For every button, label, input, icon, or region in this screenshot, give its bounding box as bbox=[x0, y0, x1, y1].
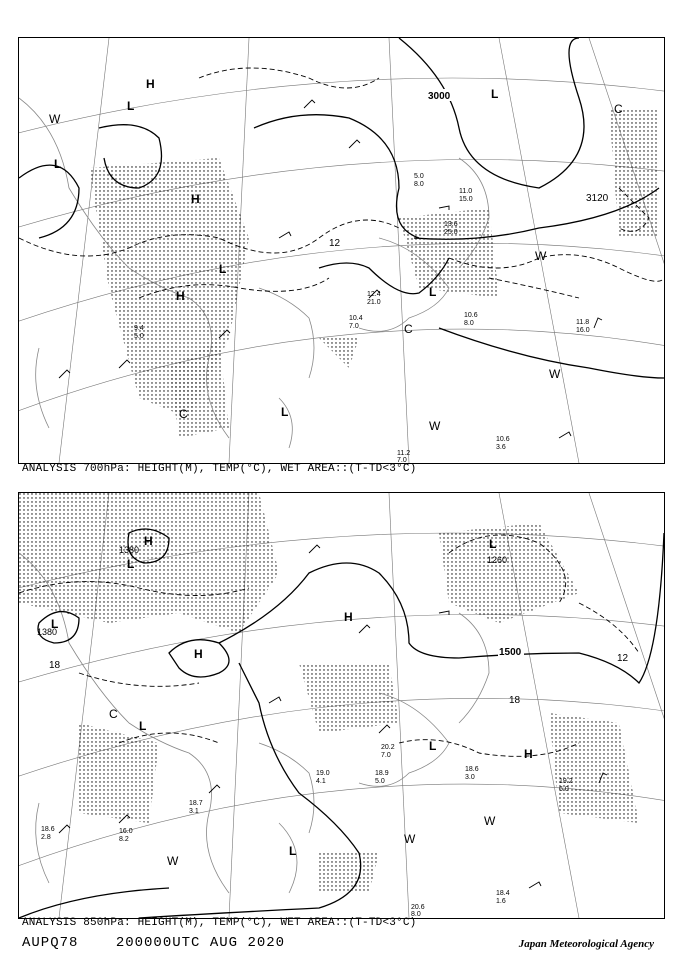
cold-marker: C bbox=[614, 102, 623, 116]
high-marker: H bbox=[344, 610, 353, 624]
high-marker: H bbox=[176, 289, 185, 303]
warm-marker: W bbox=[404, 832, 416, 846]
station-dewpoint: 3.6 bbox=[496, 444, 506, 451]
high-marker: H bbox=[524, 747, 533, 761]
station-dewpoint: 25.0 bbox=[444, 229, 458, 236]
contour-label: 18 bbox=[509, 695, 521, 706]
station-dewpoint: 3.1 bbox=[189, 808, 199, 815]
low-marker: L bbox=[289, 844, 297, 858]
panel-caption-850hpa: ANALYSIS 850hPa: HEIGHT(M), TEMP(°C), WET AREA::(T-TD<3°C) bbox=[22, 917, 417, 929]
station-dewpoint: 8.2 bbox=[119, 836, 129, 843]
contour-label: 3120 bbox=[586, 193, 609, 204]
station-dewpoint: 15.0 bbox=[459, 196, 473, 203]
chart-850hpa bbox=[19, 493, 664, 918]
contour-label: 18 bbox=[49, 660, 61, 671]
warm-marker: W bbox=[535, 249, 547, 263]
warm-marker: W bbox=[429, 419, 441, 433]
station-dewpoint: 5.0 bbox=[134, 333, 144, 340]
station-dewpoint: 2.8 bbox=[41, 834, 51, 841]
warm-marker: W bbox=[484, 814, 496, 828]
cold-marker: C bbox=[404, 322, 413, 336]
agency-credit: Japan Meteorological Agency bbox=[518, 938, 654, 950]
low-marker: L bbox=[219, 262, 227, 276]
station-temp: 20.2 bbox=[381, 744, 395, 751]
low-marker: L bbox=[281, 405, 289, 419]
contour-label: 1380 bbox=[37, 627, 58, 637]
map-panel-850hpa bbox=[18, 492, 665, 919]
station-temp: 19.2 bbox=[559, 778, 573, 785]
station-temp: 10.6 bbox=[496, 436, 510, 443]
low-marker: L bbox=[127, 99, 135, 113]
contour-label: 1260 bbox=[487, 555, 508, 565]
high-marker: H bbox=[146, 77, 155, 91]
valid-datetime: 200000UTC AUG 2020 bbox=[115, 935, 286, 951]
station-temp: 10.6 bbox=[464, 312, 478, 319]
station-temp: 12.4 bbox=[367, 291, 381, 298]
station-dewpoint: 5.0 bbox=[375, 778, 385, 785]
station-temp: 13.6 bbox=[444, 221, 458, 228]
warm-marker: W bbox=[167, 854, 179, 868]
station-temp: 18.4 bbox=[496, 890, 510, 897]
station-dewpoint: 8.0 bbox=[414, 181, 424, 188]
station-temp: 18.9 bbox=[375, 770, 389, 777]
contour-label: 12 bbox=[329, 238, 341, 249]
station-dewpoint: 7.0 bbox=[349, 323, 359, 330]
station-temp: 18.6 bbox=[465, 766, 479, 773]
contour-label: 1380 bbox=[119, 545, 140, 555]
low-marker: L bbox=[429, 739, 437, 753]
station-dewpoint: 3.0 bbox=[465, 774, 475, 781]
station-temp: 11.2 bbox=[397, 450, 411, 457]
low-marker: L bbox=[127, 557, 135, 571]
low-marker: L bbox=[139, 719, 147, 733]
station-dewpoint: 6.0 bbox=[559, 786, 569, 793]
station-dewpoint: 8.0 bbox=[464, 320, 474, 327]
chart-700hpa bbox=[19, 38, 664, 463]
warm-marker: W bbox=[49, 112, 61, 126]
station-dewpoint: 21.0 bbox=[367, 299, 381, 306]
station-temp: 18.7 bbox=[189, 800, 203, 807]
contour-label: 12 bbox=[617, 653, 629, 664]
station-temp: 9.4 bbox=[134, 325, 144, 332]
low-marker: L bbox=[489, 537, 497, 551]
station-dewpoint: 4.1 bbox=[316, 778, 326, 785]
contour-label: 3000 bbox=[428, 91, 451, 102]
station-temp: 16.0 bbox=[119, 828, 133, 835]
station-temp: 20.6 bbox=[411, 904, 425, 911]
high-marker: H bbox=[191, 192, 200, 206]
map-panel-700hpa bbox=[18, 37, 665, 464]
station-temp: 19.0 bbox=[316, 770, 330, 777]
high-marker: H bbox=[194, 647, 203, 661]
station-temp: 18.6 bbox=[41, 826, 55, 833]
station-dewpoint: 1.6 bbox=[496, 898, 506, 905]
station-temp: 5.0 bbox=[414, 173, 424, 180]
cold-marker: C bbox=[109, 707, 118, 721]
low-marker: L bbox=[491, 87, 499, 101]
station-temp: 10.4 bbox=[349, 315, 363, 322]
panel-caption-700hpa: ANALYSIS 700hPa: HEIGHT(M), TEMP(°C), WET AREA::(T-TD<3°C) bbox=[22, 463, 417, 475]
station-dewpoint: 8.0 bbox=[411, 911, 421, 918]
low-marker: L bbox=[51, 617, 59, 631]
station-dewpoint: 7.0 bbox=[397, 457, 407, 463]
bulletin-code: AUPQ78 bbox=[22, 935, 79, 951]
station-dewpoint: 16.0 bbox=[576, 327, 590, 334]
station-temp: 11.8 bbox=[576, 319, 590, 326]
low-marker: L bbox=[429, 285, 437, 299]
contour-label: 1500 bbox=[499, 647, 522, 658]
low-marker: L bbox=[54, 157, 62, 171]
station-dewpoint: 7.0 bbox=[381, 752, 391, 759]
chart-header bbox=[22, 935, 313, 951]
high-marker: H bbox=[144, 534, 153, 548]
station-temp: 11.0 bbox=[459, 188, 473, 195]
warm-marker: W bbox=[549, 367, 561, 381]
wet-area bbox=[19, 493, 639, 893]
cold-marker: C bbox=[179, 407, 188, 421]
